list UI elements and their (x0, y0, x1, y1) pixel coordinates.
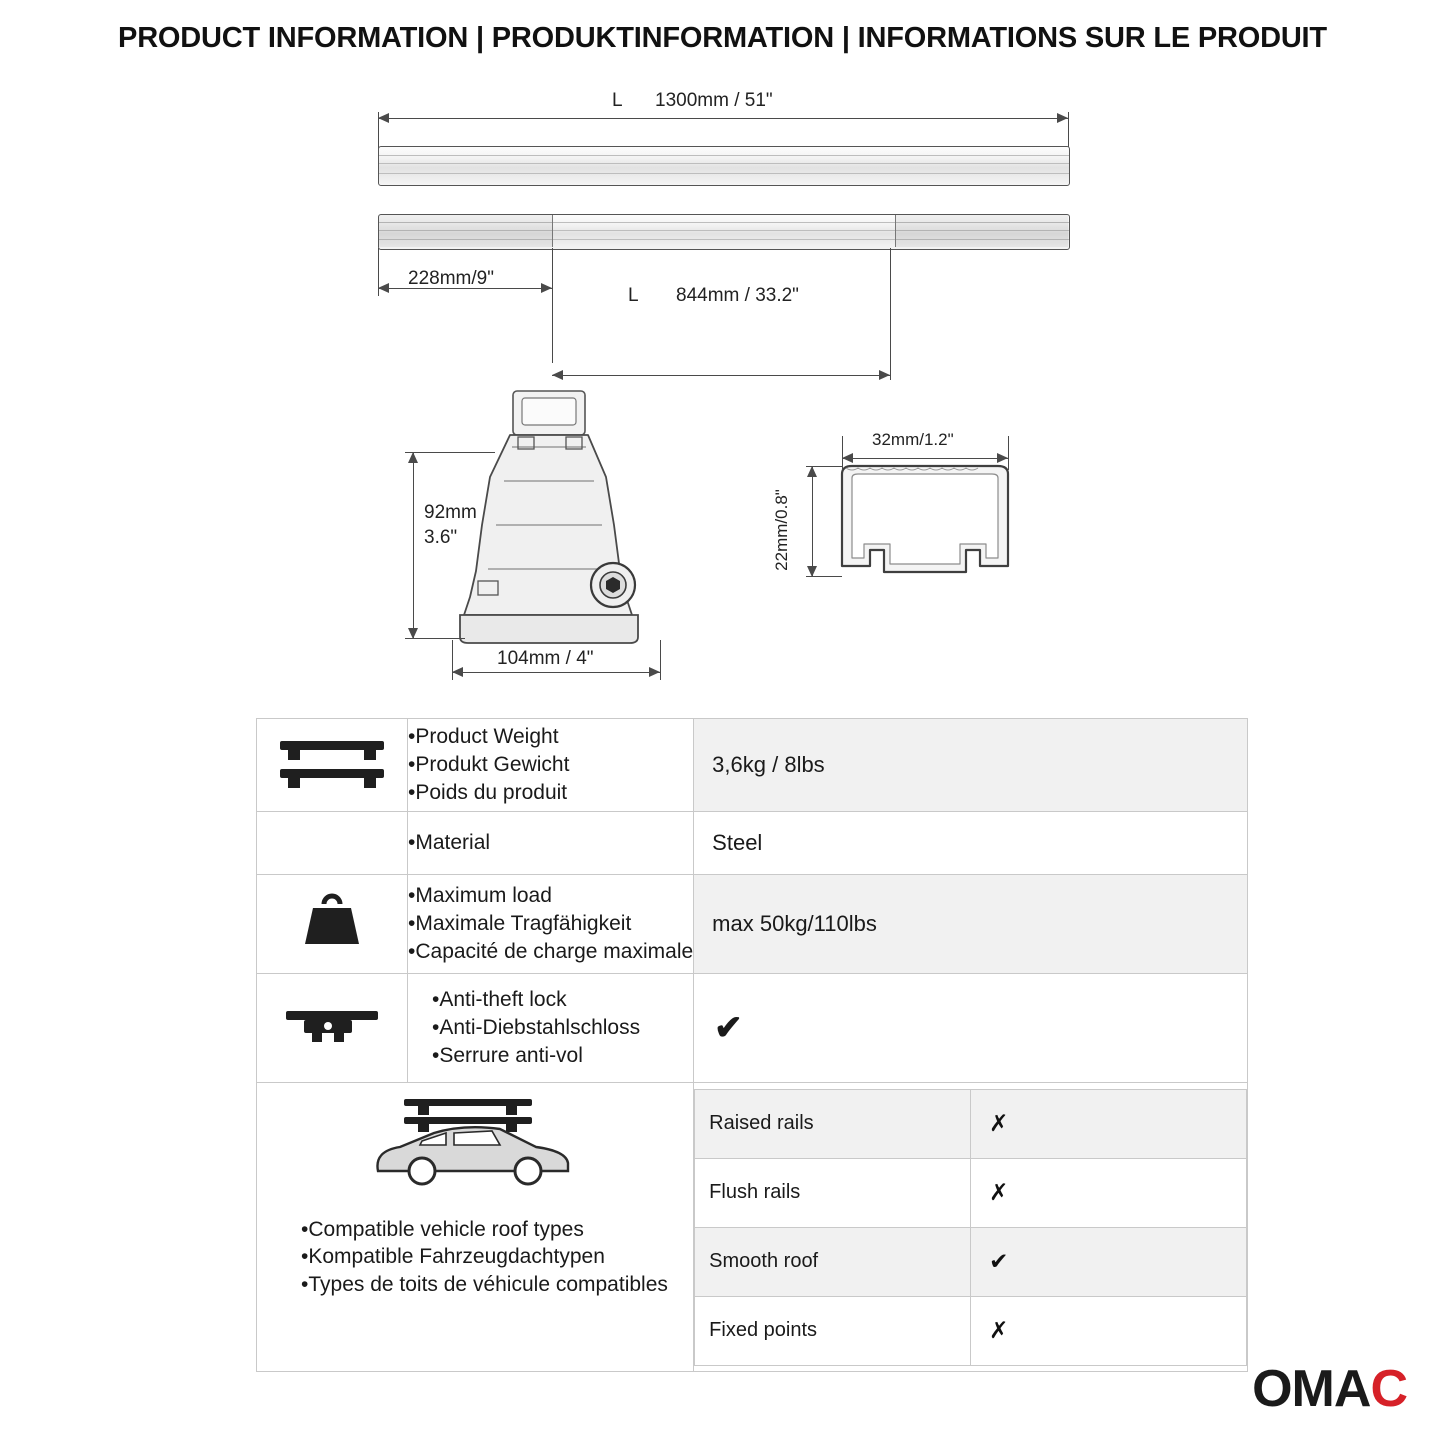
roof-type-name-cell (695, 1158, 971, 1227)
dim-line-22 (812, 466, 813, 576)
weight-icon (297, 890, 367, 952)
dim-844-arrow-right (879, 370, 890, 380)
profile-width-value: 32mm/1.2" (872, 430, 954, 449)
brand-logo-accent: C (1370, 1360, 1407, 1418)
bar-length-label: L (612, 90, 623, 111)
span-label: L (628, 285, 639, 306)
table-row-material (257, 812, 1248, 875)
material-icon-cell (257, 812, 408, 875)
dim-228-arrow-right (541, 283, 552, 293)
roof-type-mark-cell (971, 1227, 1247, 1296)
roof-types-matrix-cell (694, 1083, 1248, 1372)
table-row-roof-types (257, 1083, 1248, 1372)
dim-line-length (378, 118, 1068, 119)
roof-types-label-en: •Compatible vehicle roof types (301, 1218, 584, 1241)
ext-228-right (552, 248, 553, 363)
roof-type-row-smooth (695, 1227, 1247, 1296)
lock-icon (282, 999, 382, 1051)
roof-type-mark-cell (971, 1089, 1247, 1158)
dim-32-arrow-left (842, 453, 853, 463)
ext-92-top (405, 452, 495, 453)
span-value: 844mm / 33.2" (676, 285, 799, 306)
dim-32-arrow-right (997, 453, 1008, 463)
profile-cross-section (830, 462, 1030, 597)
lock-label-fr: •Serrure anti-vol (432, 1043, 583, 1067)
material-value-cell (694, 812, 1248, 875)
crossbar-pair-icon (274, 731, 390, 793)
crossbar-side-view (378, 146, 1070, 186)
dim-arrow-left (378, 113, 389, 123)
dim-228-arrow-left (378, 283, 389, 293)
lock-icon-cell (257, 974, 408, 1083)
weight-label-de: •Produkt Gewicht (408, 753, 570, 777)
max-load-labels-cell (408, 875, 694, 974)
dim-line-32 (842, 458, 1008, 459)
roof-type-raised-mark: ✗ (989, 1110, 1009, 1136)
max-load-value: max 50kg/110lbs (712, 911, 877, 936)
roof-type-row-fixed (695, 1296, 1247, 1365)
max-load-label-de: •Maximale Tragfähigkeit (408, 912, 632, 936)
material-label: •Material (408, 831, 491, 855)
roof-type-fixed-mark: ✗ (989, 1317, 1009, 1343)
dim-104-arrow-left (452, 667, 463, 677)
car-with-rack-icon (360, 1093, 590, 1188)
offset-value: 228mm/9" (408, 268, 494, 289)
dim-104-arrow-right (649, 667, 660, 677)
roof-type-flush-rails: Flush rails (709, 1181, 801, 1203)
ext-92-bottom (405, 638, 465, 639)
dim-92-arrow-up (408, 452, 418, 463)
lock-label-en: •Anti-theft lock (432, 988, 567, 1012)
max-load-value-cell (694, 875, 1248, 974)
table-row-max-load (257, 875, 1248, 974)
roof-type-smooth-roof: Smooth roof (709, 1250, 819, 1272)
roof-type-flush-mark: ✗ (989, 1179, 1009, 1205)
weight-icon-cell (257, 875, 408, 974)
roof-type-row-flush (695, 1158, 1247, 1227)
weight-value-cell (694, 719, 1248, 812)
weight-label-en: •Product Weight (408, 725, 559, 749)
foot-height-value: 92mm (424, 502, 477, 523)
dim-line-104 (452, 672, 660, 673)
crossbar-pair-icon-cell (257, 719, 408, 812)
lock-label-de: •Anti-Diebstahlschloss (432, 1016, 641, 1040)
ext-844-right (890, 248, 891, 380)
table-row-lock (257, 974, 1248, 1083)
roof-types-label-cell (257, 1083, 694, 1372)
profile-height-value: 22mm/0.8" (772, 489, 791, 571)
foot-right-block (895, 215, 1068, 247)
weight-label-fr: •Poids du produit (408, 780, 568, 804)
foot-left-block (379, 215, 553, 247)
weight-value: 3,6kg / 8lbs (712, 752, 825, 777)
roof-type-name-cell (695, 1227, 971, 1296)
ext-22-top (806, 466, 842, 467)
spec-table (256, 718, 1248, 1372)
max-load-label-en: •Maximum load (408, 884, 552, 908)
roof-types-label-de: •Kompatible Fahrzeugdachtypen (301, 1245, 605, 1269)
roof-type-raised-rails: Raised rails (709, 1112, 814, 1134)
roof-type-mark-cell (971, 1296, 1247, 1365)
dim-arrow-right (1057, 113, 1068, 123)
lock-value-cell (694, 974, 1248, 1083)
page-title: PRODUCT INFORMATION | PRODUKTINFORMATION | INFORMATIONS SUR LE PRODUIT (118, 22, 1327, 54)
roof-type-name-cell (695, 1089, 971, 1158)
foot-height-inch: 3.6" (424, 527, 458, 548)
material-value: Steel (712, 830, 763, 855)
weight-labels-cell (408, 719, 694, 812)
dim-844-arrow-left (552, 370, 563, 380)
brand-logo-text: OMA (1252, 1360, 1371, 1418)
roof-types-label-fr: •Types de toits de véhicule compatibles (301, 1272, 668, 1296)
roof-type-name-cell (695, 1296, 971, 1365)
bar-length-value: 1300mm / 51" (655, 90, 773, 111)
lock-labels-cell (408, 974, 694, 1083)
dim-22-arrow-up (807, 466, 817, 477)
dim-line-844 (552, 375, 890, 376)
dim-line-92 (413, 452, 414, 638)
lock-check-icon: ✔ (714, 1009, 743, 1047)
roof-type-mark-cell (971, 1158, 1247, 1227)
material-label-cell (408, 812, 694, 875)
roof-type-row-raised (695, 1089, 1247, 1158)
ext-22-bottom (806, 576, 842, 577)
table-row-weight (257, 719, 1248, 812)
roof-type-smooth-mark: ✔ (989, 1248, 1009, 1274)
brand-logo (1252, 1359, 1407, 1419)
roof-type-fixed-points: Fixed points (709, 1319, 818, 1341)
ext-32-right (1008, 436, 1009, 470)
ext-104-right (660, 640, 661, 680)
car-with-rack-icon-wrap (257, 1083, 693, 1194)
foot-width-value: 104mm / 4" (497, 648, 594, 669)
max-load-label-fr: •Capacité de charge maximale (408, 939, 694, 963)
